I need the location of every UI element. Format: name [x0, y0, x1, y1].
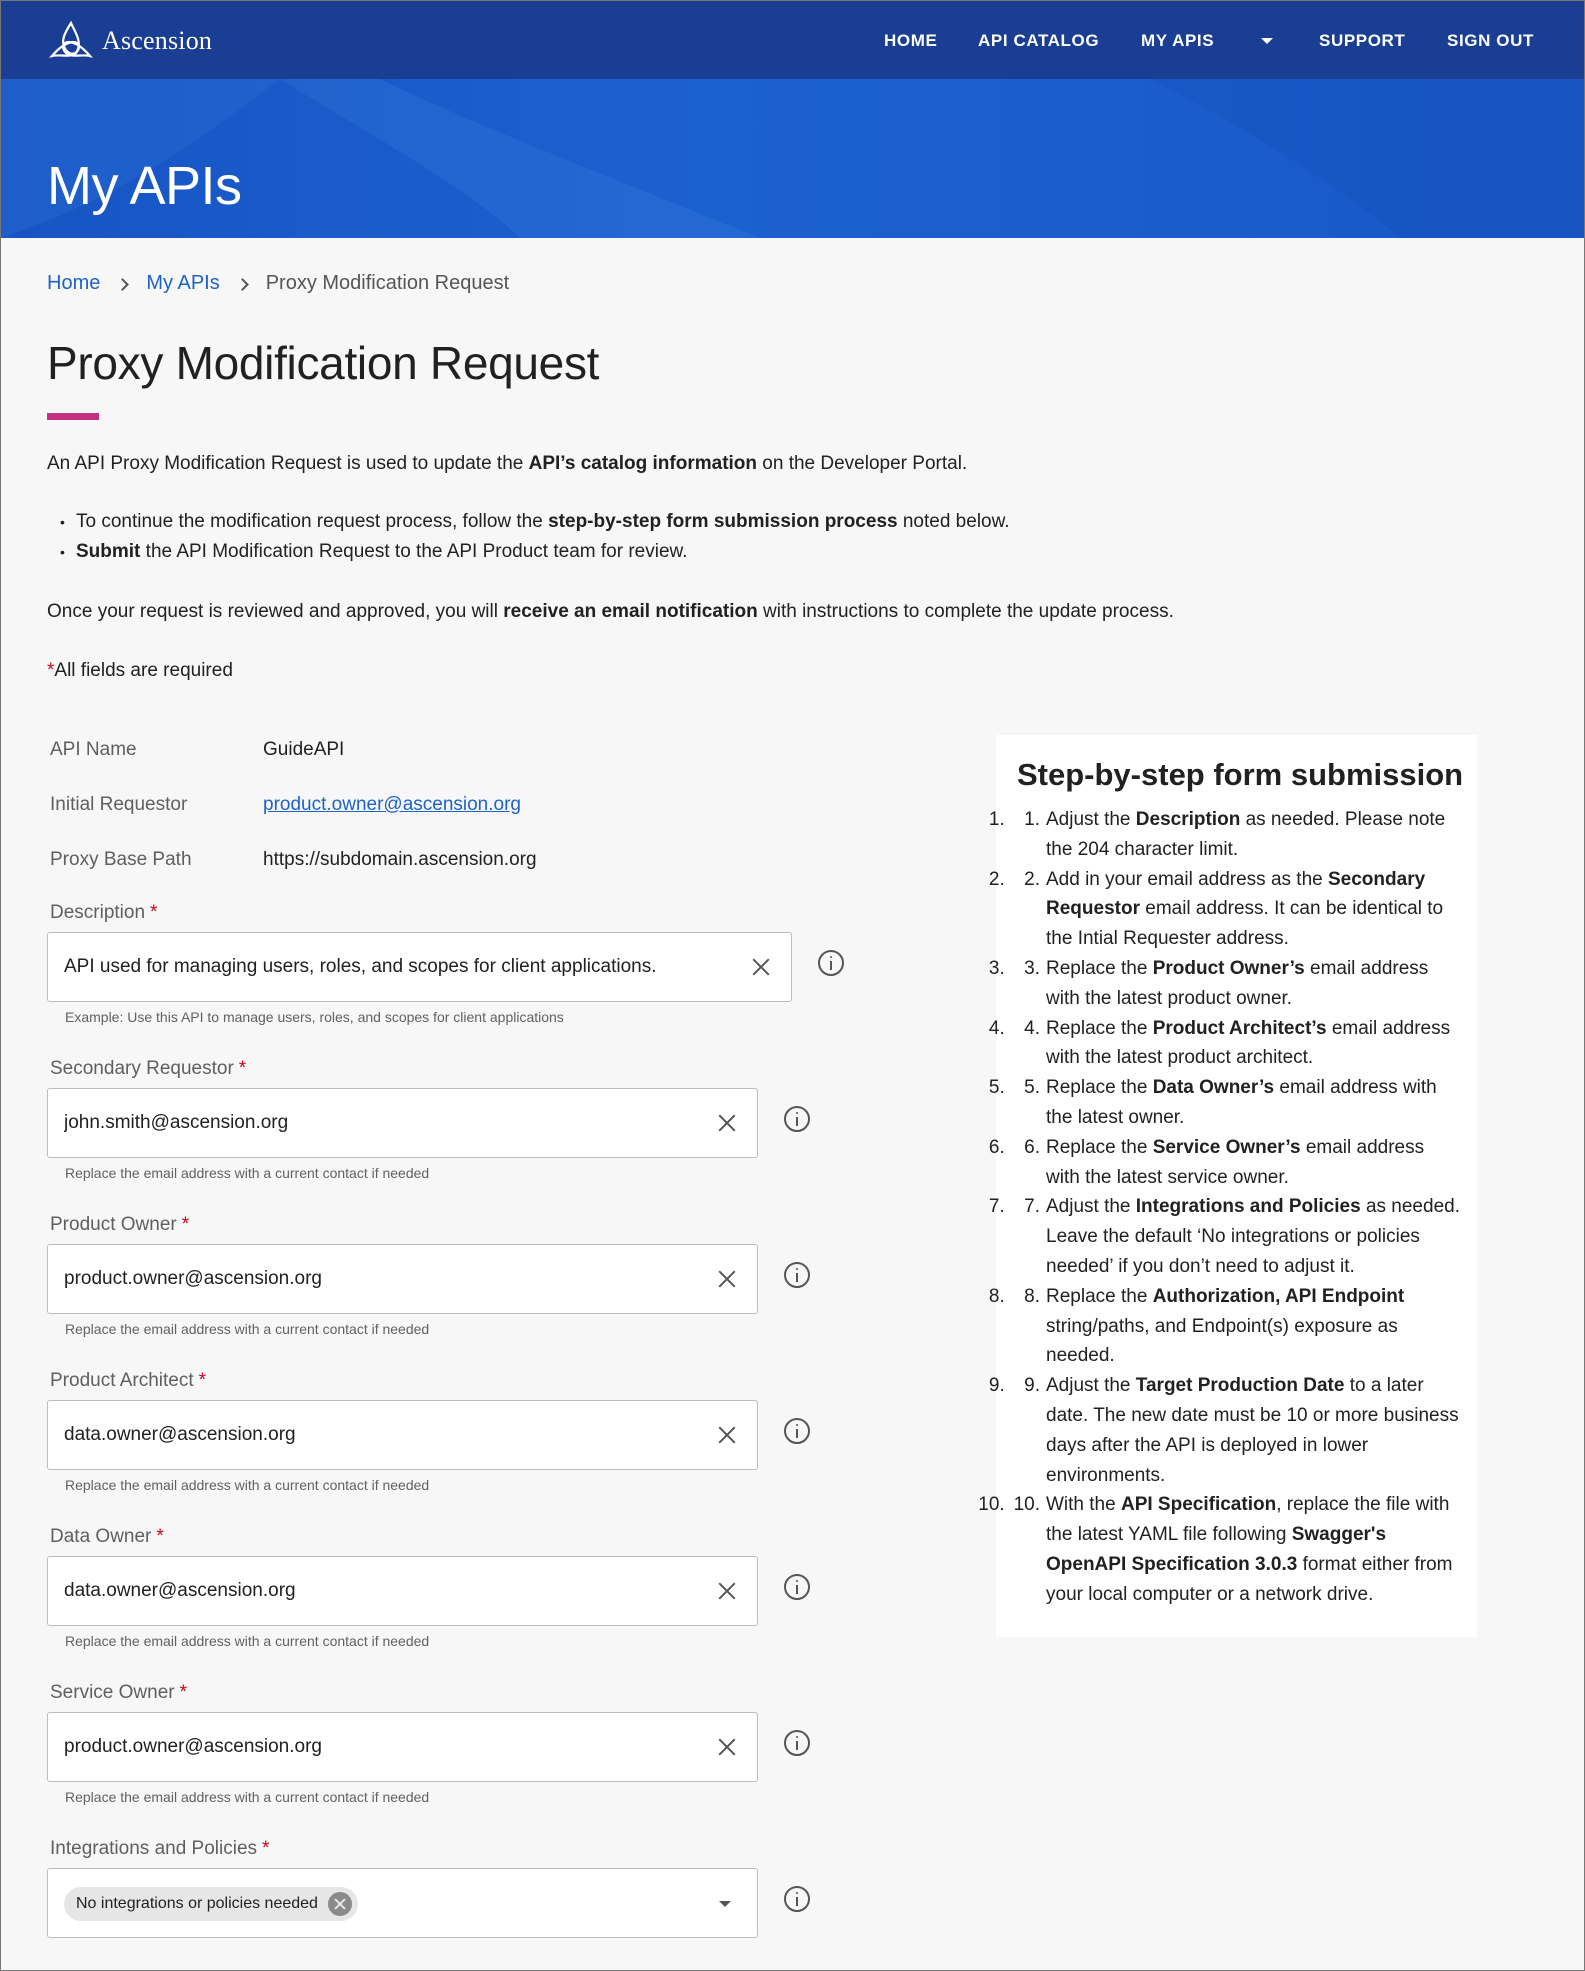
required-note: [47, 656, 233, 686]
integrations-label: [50, 1838, 269, 1860]
step-item: [1010, 1073, 1460, 1133]
step-bold-text: Target Production Date: [1135, 1375, 1345, 1397]
nav-my-apis[interactable]: MY APIS: [1141, 31, 1215, 50]
bullet-text-end: noted below.: [897, 511, 1010, 532]
product-architect-label-text: Product Architect: [50, 1370, 194, 1391]
product-architect-label: [50, 1370, 206, 1392]
breadcrumb-chevron-right-icon: [237, 274, 249, 294]
product-owner-label-text: Product Owner: [50, 1214, 177, 1235]
intro-bullets: [60, 507, 1010, 567]
step-item: [1010, 1192, 1460, 1281]
approval-text: Once your request is reviewed and approved, you will: [47, 601, 504, 622]
intro-bold: API’s catalog information: [528, 453, 758, 474]
info-icon[interactable]: [784, 1574, 810, 1600]
initial-requestor-email-link[interactable]: product.owner@ascension.org: [263, 794, 521, 815]
step-number: 6. 6.: [1024, 1136, 1040, 1158]
step-bold-text: Secondary Requestor: [1046, 868, 1426, 920]
required-star: *: [238, 1058, 247, 1079]
data-owner-field: [47, 1556, 758, 1626]
nav-support[interactable]: SUPPORT: [1319, 31, 1406, 50]
step-bold-text: API Specification: [1120, 1494, 1277, 1516]
step-item: [1010, 1371, 1460, 1490]
step-number: 9. 9.: [1024, 1375, 1040, 1397]
breadcrumb-current: Proxy Modification Request: [265, 272, 510, 294]
description-label: [50, 902, 157, 924]
step-text: as needed. Leave the default ‘No integrations or policies needed’ if you don’t need to adjust it.: [1046, 1196, 1460, 1277]
approval-paragraph: [47, 597, 1174, 627]
step-text: With the: [1046, 1494, 1121, 1516]
product-architect-helper: Replace the email address with a current contact if needed: [65, 1477, 430, 1493]
integrations-chip: [64, 1887, 358, 1921]
step-text: format either from your local computer or a network drive.: [1046, 1553, 1453, 1605]
secondary-requestor-label: [50, 1058, 246, 1080]
api-name-value: GuideAPI: [263, 739, 345, 760]
secondary-requestor-input[interactable]: [64, 1089, 664, 1157]
step-bold-text: Integrations and Policies: [1135, 1196, 1361, 1218]
info-icon[interactable]: [784, 1106, 810, 1132]
bullet-item: [60, 507, 1010, 537]
required-star: *: [198, 1370, 207, 1391]
service-owner-field: [47, 1712, 758, 1782]
step-bold-text: Service Owner’s: [1152, 1136, 1301, 1158]
description-label-text: Description: [50, 902, 146, 923]
step-text: Replace the: [1046, 1017, 1153, 1039]
title-accent-bar: [47, 413, 99, 420]
clear-icon[interactable]: [717, 1113, 737, 1133]
intro-text-end: on the Developer Portal.: [757, 453, 968, 474]
step-text: Replace the: [1046, 957, 1153, 979]
nav-api-catalog[interactable]: API CATALOG: [978, 31, 1100, 50]
integrations-select[interactable]: [47, 1868, 758, 1938]
step-bold-text: Product Architect’s: [1152, 1017, 1327, 1039]
secondary-requestor-label-text: Secondary Requestor: [50, 1058, 234, 1079]
initial-requestor-label: Initial Requestor: [50, 794, 188, 815]
page-title: Proxy Modification Request: [47, 337, 600, 389]
data-owner-label: [50, 1526, 164, 1548]
step-item: [1010, 1014, 1460, 1074]
info-icon[interactable]: [784, 1886, 810, 1912]
product-owner-label: [50, 1214, 189, 1236]
service-owner-label-text: Service Owner: [50, 1682, 175, 1703]
step-number: 10. 10.: [1013, 1494, 1040, 1516]
data-owner-input[interactable]: [64, 1557, 664, 1625]
clear-icon[interactable]: [751, 957, 771, 977]
product-owner-helper: Replace the email address with a current contact if needed: [65, 1321, 430, 1337]
banner-title: My APIs: [47, 156, 242, 216]
api-name-label: API Name: [50, 739, 137, 760]
step-text: email address. It can be identical to the Intial Requester address.: [1046, 898, 1444, 950]
step-number: 4. 4.: [1024, 1017, 1040, 1039]
step-number: 2. 2.: [1024, 868, 1040, 890]
proxy-base-path-value: https://subdomain.ascension.org: [263, 849, 537, 870]
breadcrumb-home[interactable]: Home: [47, 272, 101, 294]
step-item: [1010, 954, 1460, 1014]
step-text: as needed. Please note the 204 character limit.: [1046, 809, 1446, 860]
secondary-requestor-field: [47, 1088, 758, 1158]
bullet-item: [60, 537, 1010, 567]
integrations-label-text: Integrations and Policies: [50, 1838, 258, 1859]
nav-sign-out[interactable]: SIGN OUT: [1447, 31, 1534, 50]
product-owner-field: [47, 1244, 758, 1314]
step-text: Add in your email address as the: [1046, 868, 1328, 890]
breadcrumb: [47, 272, 509, 295]
steps-list: [1010, 805, 1460, 1610]
secondary-requestor-helper: Replace the email address with a current contact if needed: [65, 1165, 430, 1181]
description-field: [47, 932, 792, 1002]
step-item: [1010, 1490, 1460, 1609]
intro-paragraph: [47, 449, 1447, 479]
bullet-text: To continue the modification request process, follow the: [76, 511, 549, 532]
required-text: All fields are required: [54, 660, 233, 681]
chip-remove-icon[interactable]: [328, 1892, 352, 1916]
logo-text: Ascension: [102, 26, 213, 55]
data-owner-helper: Replace the email address with a current contact if needed: [65, 1633, 430, 1649]
step-item: [1010, 865, 1460, 954]
step-number: 7. 7.: [1024, 1196, 1040, 1218]
chip-label: No integrations or policies needed: [76, 1895, 318, 1912]
my-apis-chevron-down-icon[interactable]: [1261, 38, 1273, 44]
step-text: Adjust the: [1046, 1375, 1136, 1397]
step-number: 5. 5.: [1024, 1077, 1040, 1099]
bullet-bold: step-by-step form submission process: [548, 511, 898, 532]
step-item: [1010, 1133, 1460, 1193]
clear-icon[interactable]: [717, 1425, 737, 1445]
step-number: 3. 3.: [1024, 957, 1040, 979]
step-bold-text: Product Owner’s: [1152, 957, 1305, 979]
step-text: email address with the latest owner.: [1046, 1077, 1437, 1128]
step-number: 1. 1.: [1024, 809, 1040, 830]
step-text: email address with the latest product architect.: [1046, 1017, 1451, 1069]
product-owner-input[interactable]: [64, 1245, 664, 1313]
step-item: [1010, 1282, 1460, 1371]
data-owner-label-text: Data Owner: [50, 1526, 152, 1547]
step-number: 8. 8.: [1024, 1285, 1040, 1307]
required-star: *: [179, 1682, 188, 1703]
service-owner-input[interactable]: [64, 1713, 664, 1781]
service-owner-label: [50, 1682, 187, 1704]
step-text: email address with the latest service owner.: [1046, 1136, 1425, 1188]
step-item: [1010, 805, 1460, 865]
required-star: *: [262, 1838, 270, 1859]
clear-icon[interactable]: [717, 1581, 737, 1601]
top-nav-bar: [0, 0, 1585, 79]
description-helper: Example: Use this API to manage users, roles, and scopes for client applications: [65, 1009, 564, 1025]
clear-icon[interactable]: [717, 1737, 737, 1757]
step-bold-text: Authorization, API Endpoint: [1152, 1285, 1405, 1307]
step-text: to a later date. The new date must be 10 or more business days after the API is deployed in lower environments.: [1046, 1375, 1459, 1486]
bullet-bold: Submit: [76, 541, 141, 562]
required-star: *: [156, 1526, 164, 1547]
approval-bold: receive an email notification: [503, 601, 758, 622]
step-text: Adjust the: [1046, 1196, 1136, 1218]
step-bold-text: Data Owner’s: [1152, 1077, 1275, 1099]
ascension-logo[interactable]: [46, 20, 212, 62]
nav-home[interactable]: HOME: [884, 31, 938, 50]
step-text: Adjust the: [1046, 809, 1136, 830]
info-icon[interactable]: [784, 1418, 810, 1444]
required-star: *: [47, 660, 55, 681]
step-text: Replace the: [1046, 1285, 1153, 1307]
bullet-text: the API Modification Request to the API Product team for review.: [140, 541, 688, 562]
required-star: *: [150, 902, 158, 923]
step-bold-text: Description: [1135, 809, 1241, 830]
step-text: email address with the latest product owner.: [1046, 957, 1429, 1009]
chevron-down-icon[interactable]: [719, 1901, 731, 1907]
description-input[interactable]: [64, 933, 724, 1001]
step-text: Replace the: [1046, 1077, 1153, 1099]
step-bold-text: Swagger's OpenAPI Specification 3.0.3: [1046, 1524, 1387, 1575]
ascension-logo-icon: [46, 20, 96, 62]
proxy-base-path-label: Proxy Base Path: [50, 849, 192, 870]
breadcrumb-my-apis[interactable]: My APIs: [146, 272, 220, 294]
approval-text-end: with instructions to complete the update process.: [757, 601, 1174, 622]
steps-title: Step-by-step form submission: [1017, 757, 1464, 792]
clear-icon[interactable]: [717, 1269, 737, 1289]
page-banner: [0, 79, 1585, 238]
step-text: , replace the file with the latest YAML file following: [1046, 1494, 1450, 1546]
intro-text: An API Proxy Modification Request is used to update the: [47, 453, 529, 474]
required-star: *: [181, 1214, 190, 1235]
product-architect-input[interactable]: [64, 1401, 664, 1469]
info-icon[interactable]: [818, 950, 844, 976]
info-icon[interactable]: [784, 1262, 810, 1288]
info-icon[interactable]: [784, 1730, 810, 1756]
step-text: Replace the: [1046, 1136, 1153, 1158]
product-architect-field: [47, 1400, 758, 1470]
breadcrumb-chevron-right-icon: [117, 274, 129, 294]
step-text: string/paths, and Endpoint(s) exposure as needed.: [1046, 1315, 1398, 1367]
service-owner-helper: Replace the email address with a current contact if needed: [65, 1789, 430, 1805]
